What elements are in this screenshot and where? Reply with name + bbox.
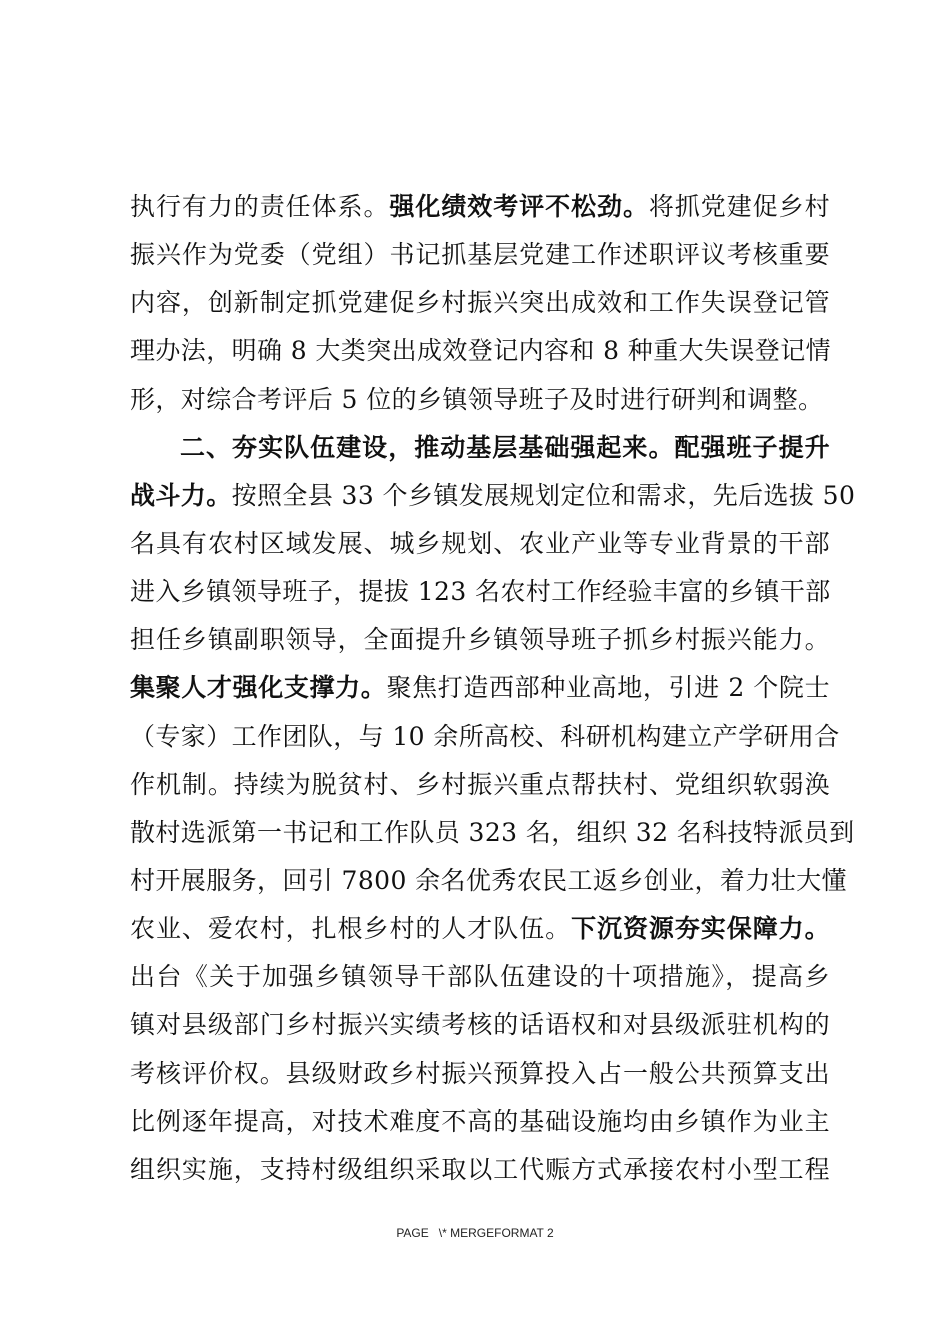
text-line bbox=[130, 183, 830, 231]
text-line bbox=[130, 1050, 830, 1098]
text-line bbox=[130, 1001, 830, 1049]
text-segment: 名具有农村区域发展、城乡规划、农业产业等专业背景的干部 bbox=[130, 528, 830, 558]
bold-text-segment: 下沉资源夯实保障力。 bbox=[571, 914, 830, 944]
text-line bbox=[130, 472, 856, 520]
text-segment: 作机制。持续为脱贫村、乡村振兴重点帮扶村、党组织软弱涣 bbox=[130, 769, 830, 799]
text-segment: 担任乡镇副职领导，全面提升乡镇领导班子抓乡村振兴能力。 bbox=[130, 625, 830, 655]
text-line bbox=[130, 1098, 830, 1146]
text-segment: 镇对县级部门乡村振兴实绩考核的话语权和对县级派驻机构的 bbox=[130, 1010, 830, 1040]
text-segment: 出台《关于加强乡镇领导干部队伍建设的十项措施》，提高乡 bbox=[130, 962, 830, 992]
text-line bbox=[130, 664, 830, 712]
text-line bbox=[130, 905, 830, 953]
text-segment: 振兴作为党委（党组）书记抓基层党建工作述职评议考核重要 bbox=[130, 240, 830, 270]
text-segment: 内容，创新制定抓党建促乡村振兴突出成效和工作失误登记管 bbox=[130, 288, 830, 318]
text-segment: 按照全县 33 个乡镇发展规划定位和需求，先后选拔 50 bbox=[231, 480, 856, 510]
bold-text-segment: 配强班子提升 bbox=[674, 432, 830, 462]
text-line bbox=[130, 953, 830, 1001]
text-line bbox=[130, 327, 830, 375]
text-line bbox=[130, 279, 830, 327]
text-segment: 进入乡镇领导班子，提拔 123 名农村工作经验丰富的乡镇干部 bbox=[130, 577, 831, 607]
text-segment: 比例逐年提高，对技术难度不高的基础设施均由乡镇作为业主 bbox=[130, 1106, 830, 1136]
bold-text-segment: 二、夯实队伍建设，推动基层基础强起来。 bbox=[180, 432, 675, 462]
text-segment: 考核评价权。县级财政乡村振兴预算投入占一般公共预算支出 bbox=[130, 1058, 830, 1088]
text-line bbox=[130, 568, 830, 616]
text-segment: （专家）工作团队，与 10 余所高校、科研机构建立产学研用合 bbox=[130, 721, 840, 751]
document-body bbox=[130, 183, 856, 1194]
text-line bbox=[130, 424, 830, 472]
text-segment: 村开展服务，回引 7800 余名优秀农民工返乡创业，着力壮大懂 bbox=[130, 865, 847, 895]
text-segment: 组织实施，支持村级组织采取以工代赈方式承接农村小型工程 bbox=[130, 1154, 830, 1184]
text-line bbox=[130, 1146, 830, 1194]
text-line bbox=[130, 857, 847, 905]
text-segment: 散村选派第一书记和工作队员 323 名，组织 32 名科技特派员到 bbox=[130, 817, 855, 847]
text-segment: 形，对综合考评后 5 位的乡镇领导班子及时进行研判和调整。 bbox=[130, 384, 824, 414]
text-segment: 农业、爱农村，扎根乡村的人才队伍。 bbox=[130, 914, 572, 944]
text-segment: 执行有力的责任体系。 bbox=[130, 192, 390, 221]
text-line bbox=[130, 616, 830, 664]
text-line bbox=[130, 713, 840, 761]
page-footer: PAGE \* MERGEFORMAT 2 bbox=[396, 1226, 554, 1240]
text-line bbox=[130, 376, 830, 424]
text-line bbox=[130, 231, 830, 279]
text-line bbox=[130, 761, 830, 809]
text-line bbox=[130, 809, 855, 857]
bold-text-segment: 战斗力。 bbox=[130, 480, 232, 510]
text-segment: 将抓党建促乡村 bbox=[648, 192, 830, 221]
bold-text-segment: 集聚人才强化支撑力。 bbox=[130, 673, 387, 703]
text-line bbox=[130, 520, 830, 568]
text-segment: 理办法，明确 8 大类突出成效登记内容和 8 种重大失误登记情 bbox=[130, 336, 832, 366]
text-segment: 聚焦打造西部种业高地，引进 2 个院士 bbox=[386, 673, 830, 703]
bold-text-segment: 强化绩效考评不松劲。 bbox=[389, 192, 649, 221]
